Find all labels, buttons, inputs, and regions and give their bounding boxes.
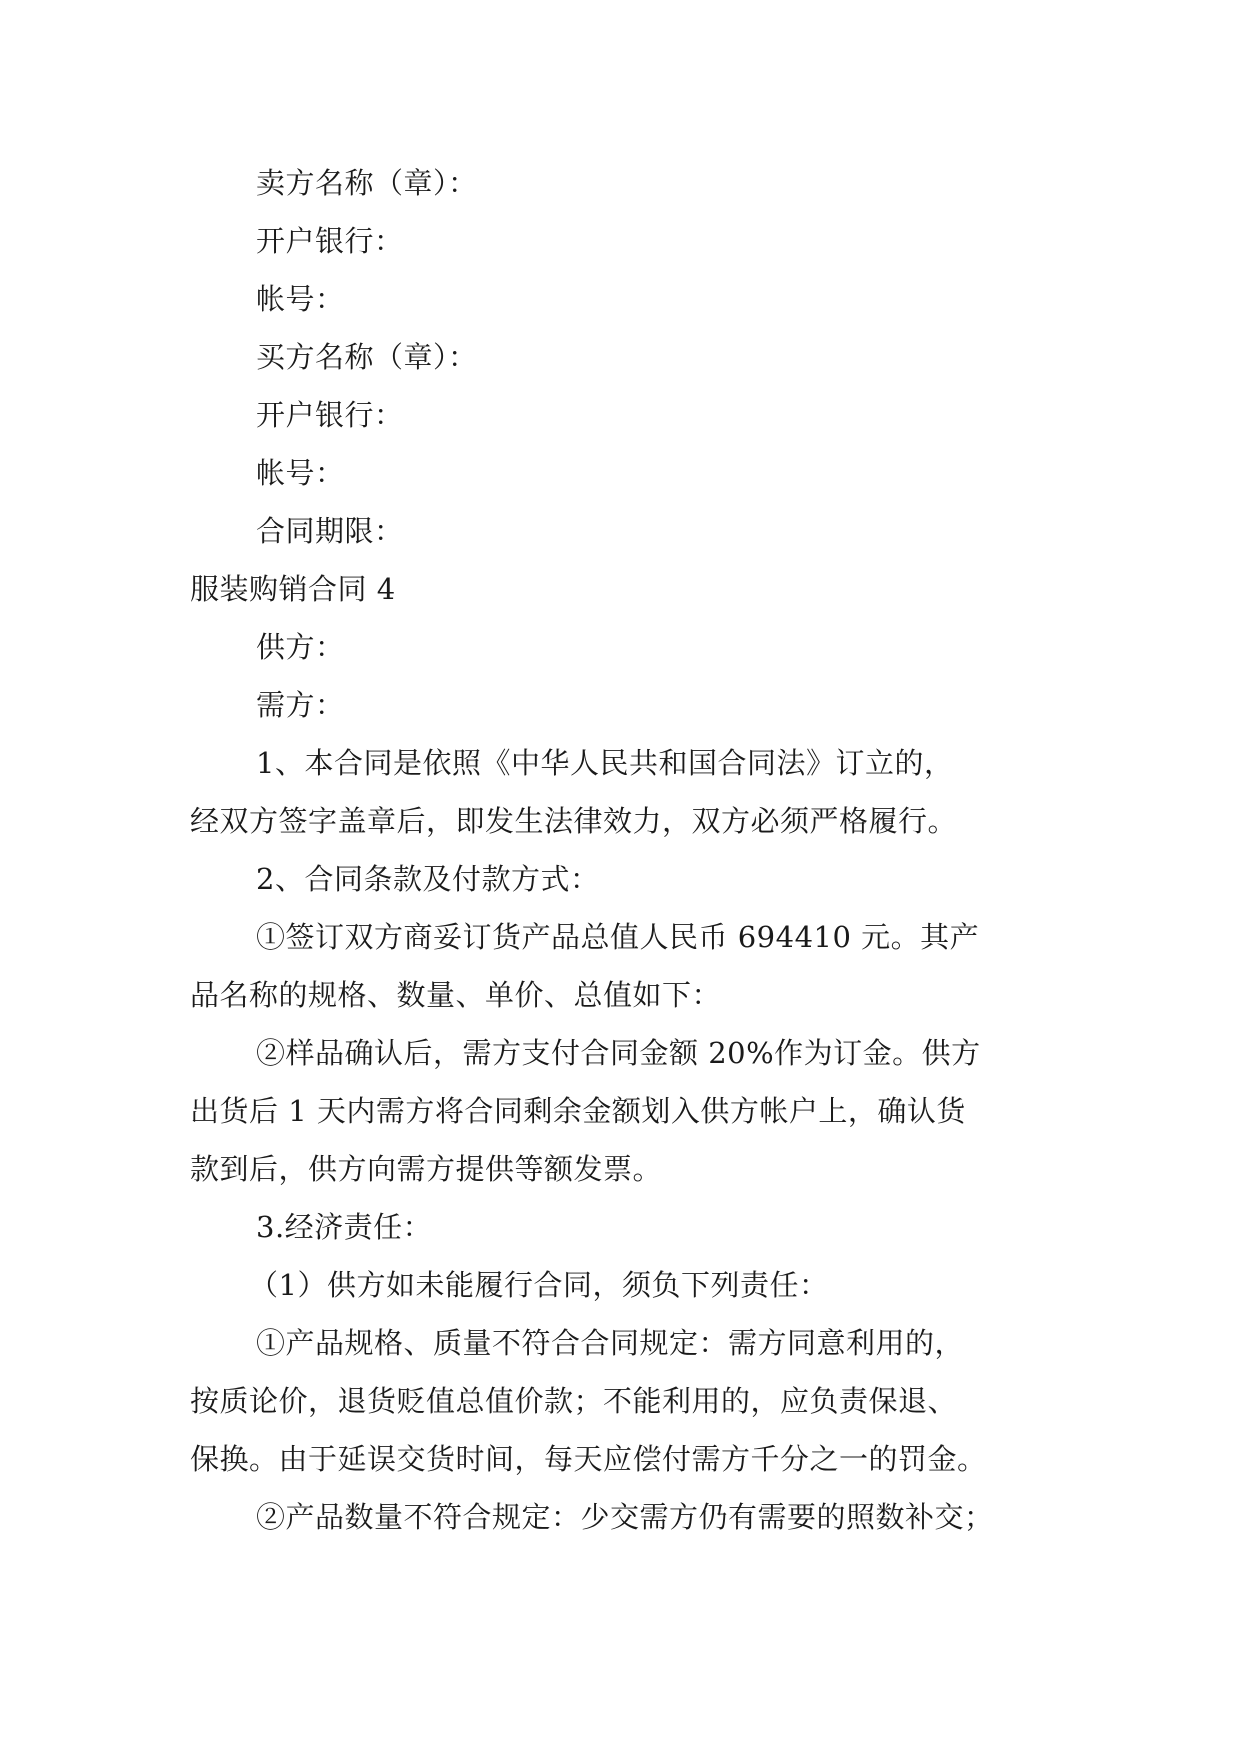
clause-3-item-2-line-1: ②产品数量不符合规定：少交需方仍有需要的照数补交； <box>256 1500 994 1534</box>
clause-2-item-2-line-3: 款到后，供方向需方提供等额发票。 <box>190 1152 663 1186</box>
buyer-name-label: 买方名称（章）： <box>256 340 478 374</box>
clause-2-item-2-line-2: 出货后 1 天内需方将合同剩余金额划入供方帐户上，确认货 <box>190 1094 966 1128</box>
supplier-label: 供方： <box>256 630 345 664</box>
contract-term-label: 合同期限： <box>256 514 404 548</box>
section-heading: 服装购销合同 4 <box>190 572 396 606</box>
buyer-account-label: 帐号： <box>256 456 345 490</box>
clause-1-line-2: 经双方签字盖章后，即发生法律效力，双方必须严格履行。 <box>190 804 958 838</box>
clause-2-item-1-line-1: ①签订双方商妥订货产品总值人民币 694410 元。其产 <box>256 920 980 954</box>
clause-2-item-1-line-2: 品名称的规格、数量、单价、总值如下： <box>190 978 722 1012</box>
buyer-bank-label: 开户银行： <box>256 398 404 432</box>
seller-bank-label: 开户银行： <box>256 224 404 258</box>
clause-3-item-1-line-1: ①产品规格、质量不符合合同规定：需方同意利用的， <box>256 1326 965 1360</box>
seller-name-label: 卖方名称（章）： <box>256 166 478 200</box>
demander-label: 需方： <box>256 688 345 722</box>
clause-3-item-1-line-2: 按质论价，退货贬值总值价款；不能利用的，应负责保退、 <box>190 1384 958 1418</box>
clause-2-heading: 2、合同条款及付款方式： <box>256 862 600 896</box>
clause-3-item-1-line-3: 保换。由于延误交货时间，每天应偿付需方千分之一的罚金。 <box>190 1442 987 1476</box>
seller-account-label: 帐号： <box>256 282 345 316</box>
clause-2-item-2-line-1: ②样品确认后，需方支付合同金额 20%作为订金。供方 <box>256 1036 981 1070</box>
clause-3-heading: 3.经济责任： <box>256 1210 433 1244</box>
clause-1-line-1: 1、本合同是依照《中华人民共和国合同法》订立的， <box>256 746 954 780</box>
clause-3-sub-1: （1）供方如未能履行合同，须负下列责任： <box>249 1268 829 1302</box>
